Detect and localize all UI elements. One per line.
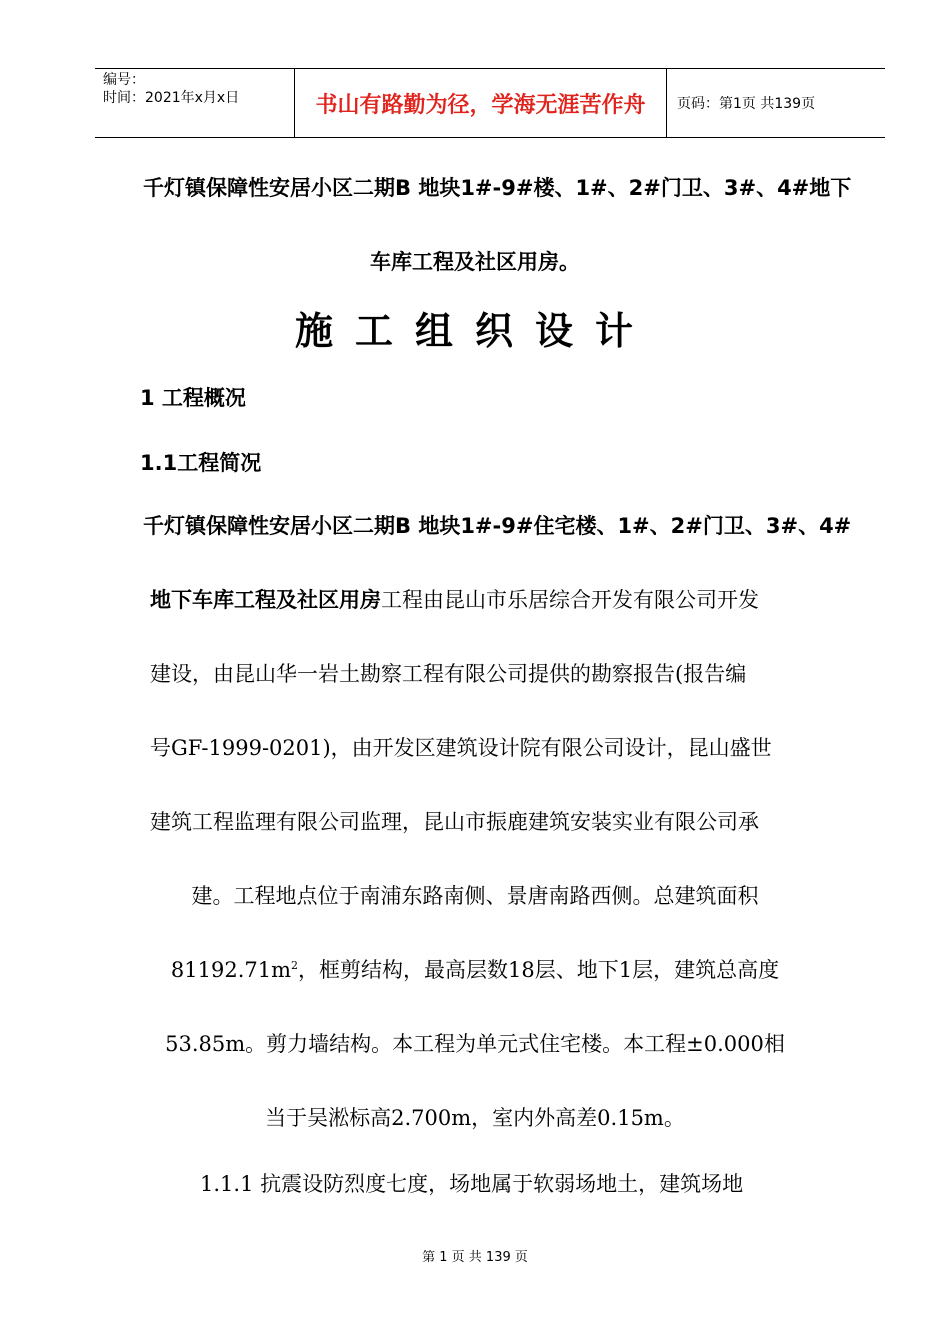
- doc-title-line1: 千灯镇保障性安居小区二期B 地块1#-9#楼、1#、2#门卫、3#、4#地下: [143, 176, 852, 200]
- body-line-3: 建设，由昆山华一岩土勘察工程有限公司提供的勘察报告(报告编: [150, 662, 747, 686]
- header-motto: 书山有路勤为径，学海无涯苦作舟: [295, 69, 667, 137]
- header-page-info: 页码：第1页 共139页: [677, 96, 816, 112]
- page-header: [95, 68, 885, 138]
- page-footer: 第 1 页 共 139 页: [422, 1250, 528, 1265]
- code-label: 编号：: [103, 72, 145, 88]
- body-line-1: 千灯镇保障性安居小区二期B 地块1#-9#住宅楼、1#、2#门卫、3#、4#: [143, 514, 852, 538]
- main-title: 施工组织设计: [294, 309, 655, 353]
- body-line-4: 号GF-1999-0201)，由开发区建筑设计院有限公司设计，昆山盛世: [150, 736, 772, 760]
- area-value: 81192.71m: [170, 958, 292, 982]
- body-line-8: 53.85m。剪力墙结构。本工程为单元式住宅楼。本工程±0.000相: [165, 1032, 785, 1056]
- body-line-6: 建。工程地点位于南浦东路南侧、景唐南路西侧。总建筑面积: [191, 884, 759, 908]
- section-heading-1-1: 1.1工程简况: [140, 451, 262, 475]
- body-line-2-rest: 工程由昆山市乐居综合开发有限公司开发: [381, 588, 759, 612]
- doc-title-line2: 车库工程及社区用房。: [370, 250, 580, 274]
- section-heading-1: 1 工程概况: [140, 386, 246, 410]
- body-line-7-rest: ，框剪结构，最高层数18层、地下1层，建筑总高度: [298, 958, 780, 982]
- area-superscript: 2: [291, 959, 299, 972]
- body-line-7: [0, 954, 950, 984]
- header-meta: [95, 69, 295, 137]
- project-name-bold: 地下车库工程及社区用房: [150, 588, 381, 612]
- body-line-5: 建筑工程监理有限公司监理，昆山市振鹿建筑安装实业有限公司承: [150, 810, 759, 834]
- body-line-10: 1.1.1 抗震设防烈度七度，场地属于软弱场地土，建筑场地: [200, 1172, 744, 1196]
- time-label: 时间：2021年x月x日: [103, 90, 240, 106]
- body-line-9: 当于吴淞标高2.700m，室内外高差0.15m。: [265, 1106, 685, 1130]
- body-line-2: [150, 584, 950, 614]
